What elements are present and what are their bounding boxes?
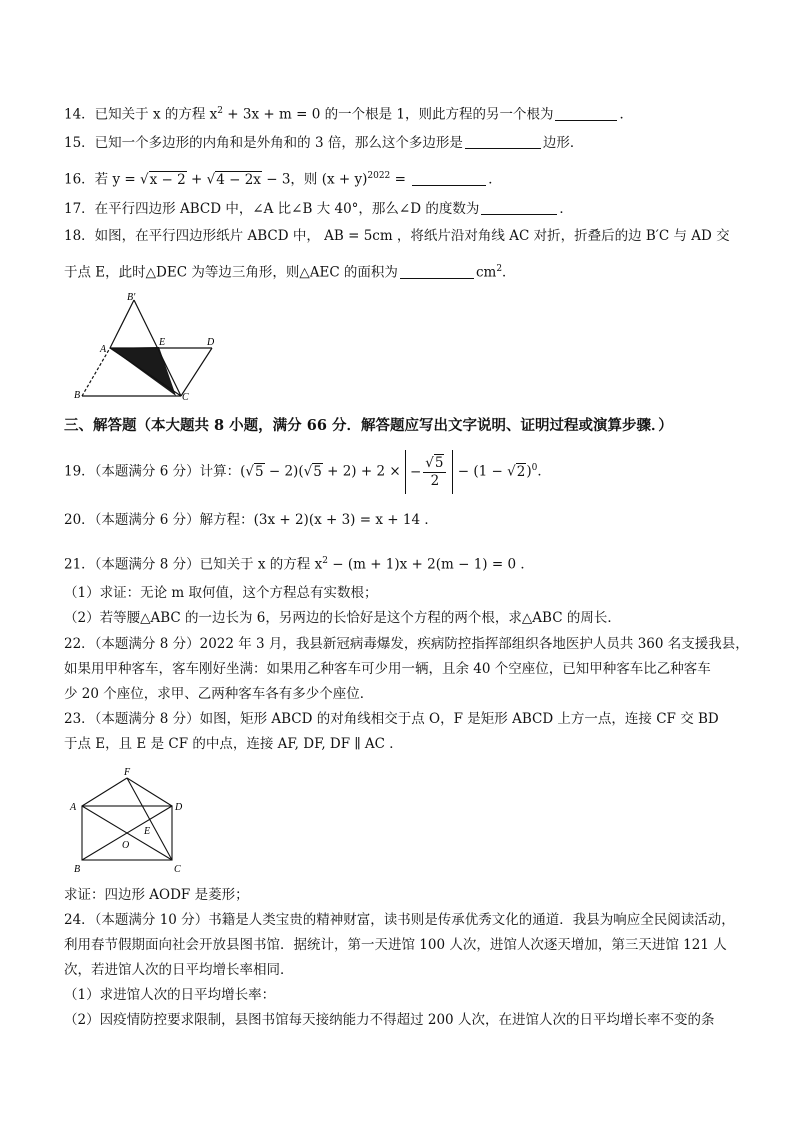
q15-answer-blank[interactable] bbox=[465, 134, 541, 149]
label-b: B bbox=[74, 390, 81, 401]
q16-exponent: 2022 bbox=[367, 171, 391, 181]
section-3-header: 三、解答题（本大题共 8 小题，满分 66 分．解答题应写出文字说明、证明过程或演算步骤．） bbox=[64, 417, 673, 434]
label-f: F bbox=[124, 767, 131, 778]
q14-exponent: 2 bbox=[217, 106, 224, 116]
q16-radicand-1: x − 2 bbox=[149, 171, 186, 188]
q24-line-2: 利用春节假期面向社会开放县图书馆．据统计，第一天进馆 100 人次，进馆人次逐天增加，第三天进馆 121 人 bbox=[64, 937, 727, 953]
q24-line-1: 24．（本题满分 10 分）书籍是人类宝贵的精神财富，读书则是传承优秀文化的通道．我县为响应全民阅读活动， bbox=[64, 912, 735, 928]
q16-equals: = bbox=[390, 171, 411, 188]
q16-radicand-2: 4 − 2x bbox=[216, 171, 261, 188]
q19-close: ) bbox=[526, 463, 532, 480]
q15-end: 边形． bbox=[542, 135, 584, 151]
question-17 bbox=[64, 199, 573, 219]
q19-exponent: 0 bbox=[531, 463, 538, 473]
q16-end: ． bbox=[488, 171, 502, 188]
label-e: E bbox=[144, 826, 151, 837]
q19-sqrt-3: 2 bbox=[516, 463, 526, 480]
q14-text: 14．已知关于 x 的方程 x bbox=[64, 106, 218, 123]
q24-line-3: 次，若进馆人次的日平均增长率相同． bbox=[64, 962, 294, 978]
q16-text-2: − 3，则 (x + y) bbox=[261, 171, 368, 188]
q19-neg: − bbox=[409, 464, 422, 480]
q17-answer-blank[interactable] bbox=[481, 200, 557, 215]
q21-text-2: − (m + 1)x + 2(m − 1) = 0 ． bbox=[327, 556, 534, 573]
q19-sqrt-1: 5 bbox=[254, 463, 264, 480]
question-20: 20．（本题满分 6 分）解方程：(3x + 2)(x + 3) = x + 14 ． bbox=[64, 512, 438, 528]
label-b-prime: B' bbox=[127, 292, 136, 303]
label-b: B bbox=[74, 864, 81, 875]
q16-answer-blank[interactable] bbox=[412, 171, 486, 186]
question-15 bbox=[64, 133, 583, 153]
figure-18-parallelogram-fold bbox=[64, 290, 214, 402]
q14-answer-blank[interactable] bbox=[555, 106, 617, 121]
q14-text-2: + 3x + m = 0 的一个根是 1，则此方程的另一个根为 bbox=[223, 106, 554, 123]
q19-numerator: √5 bbox=[423, 455, 446, 473]
q23-line-2: 于点 E，且 E 是 CF 的中点，连接 AF, DF, DF ∥ AC ． bbox=[64, 736, 403, 752]
label-a: A bbox=[100, 344, 107, 355]
q19-denominator: 2 bbox=[430, 473, 440, 489]
q19-fraction bbox=[423, 455, 446, 490]
q22-line-3: 少 20 个座位，求甲、乙两种客车各有多少个座位． bbox=[64, 686, 374, 702]
q22-line-2: 如果用甲种客车，客车刚好坐满：如果用乙种客车可少用一辆，且余 40 个空座位，已知甲种客车比乙种客车 bbox=[64, 661, 711, 677]
q19-text-4: − (1 − bbox=[453, 463, 508, 480]
q19-text-3: + 2) + 2 × bbox=[322, 463, 405, 480]
q15-text: 15．已知一个多边形的内角和是外角和的 3 倍，那么这个多边形是 bbox=[64, 135, 463, 151]
q18-unit-exponent: 2 bbox=[496, 264, 503, 274]
label-d: D bbox=[207, 337, 214, 348]
q21-text: 21．（本题满分 8 分）已知关于 x 的方程 x bbox=[64, 556, 323, 573]
q16-text: 16．若 y = bbox=[64, 171, 140, 188]
q21-part-1: （1）求证：无论 m 取何值，这个方程总有实数根； bbox=[64, 585, 378, 601]
q19-text: 19．（本题满分 6 分）计算：( bbox=[64, 463, 246, 480]
label-o: O bbox=[122, 840, 130, 851]
q19-end: ． bbox=[537, 463, 551, 480]
q17-end: ． bbox=[559, 201, 573, 217]
q18-answer-blank[interactable] bbox=[400, 264, 474, 279]
label-e: E bbox=[159, 337, 166, 348]
question-19: 19．（本题满分 6 分）计算：(√5 − 2)(√5 + 2) + 2 × − $\frac{√5}{2}$ − $(1 - √2)^0$． bbox=[64, 444, 551, 496]
label-d: D bbox=[175, 802, 183, 813]
q21-exponent: 2 bbox=[322, 556, 328, 566]
q17-text: 17．在平行四边形 ABCD 中，∠A 比∠B 大 40°，那么∠D 的度数为 bbox=[64, 201, 480, 217]
q16-plus: + bbox=[186, 171, 207, 188]
q19-num-value: 5 bbox=[434, 455, 444, 471]
q18-text-1: 18．如图，在平行四边形纸片 ABCD 中， AB = 5cm ，将纸片沿对角线 AC 对折，折叠后的边 B′C 与 AD 交 bbox=[64, 228, 730, 244]
q19-sqrt-2: 5 bbox=[313, 463, 322, 480]
question-21 bbox=[64, 551, 534, 575]
q18-text-2: 于点 E，此时△DEC 为等边三角形，则△AEC 的面积为 bbox=[64, 264, 398, 281]
q14-end: ． bbox=[619, 106, 633, 123]
q19-text-2: − 2)( bbox=[264, 463, 304, 480]
label-c: C bbox=[174, 864, 181, 875]
q24-part-2: （2）因疫情防控要求限制，县图书馆每天接纳能力不得超过 200 人次，在进馆人次的日平均增长率不变的条 bbox=[64, 1012, 715, 1028]
q23-prove: 求证：四边形 AODF 是菱形； bbox=[64, 887, 249, 903]
question-18-line-2 bbox=[64, 259, 516, 283]
q19-absolute-value bbox=[405, 450, 454, 494]
question-18-line-1 bbox=[64, 226, 730, 246]
q21-part-2: （2）若等腰△ABC 的一边长为 6，另两边的长恰好是这个方程的两个根，求△ABC 的周长． bbox=[64, 610, 621, 626]
question-14 bbox=[64, 101, 633, 125]
q22-line-1: 22．（本题满分 8 分）2022 年 3 月，我县新冠病毒爆发，疾病防控指挥部组织各地医护人员共 360 名支援我县， bbox=[64, 636, 749, 652]
q24-part-1: （1）求进馆人次的日平均增长率： bbox=[64, 987, 276, 1003]
figure-23-rectangle-rhombus bbox=[64, 764, 194, 879]
label-c: C bbox=[182, 392, 189, 402]
q18-end: ． bbox=[502, 264, 516, 281]
q23-line-1: 23．（本题满分 8 分）如图，矩形 ABCD 的对角线相交于点 O，F 是矩形 ABCD 上方一点，连接 CF 交 BD bbox=[64, 711, 719, 727]
question-16: 16．若 y = √x − 2 + √4 − 2x − 3，则 $(x + y)^{2022}$ = ． bbox=[64, 171, 502, 188]
label-a: A bbox=[70, 802, 77, 813]
q18-unit: cm bbox=[475, 264, 497, 281]
